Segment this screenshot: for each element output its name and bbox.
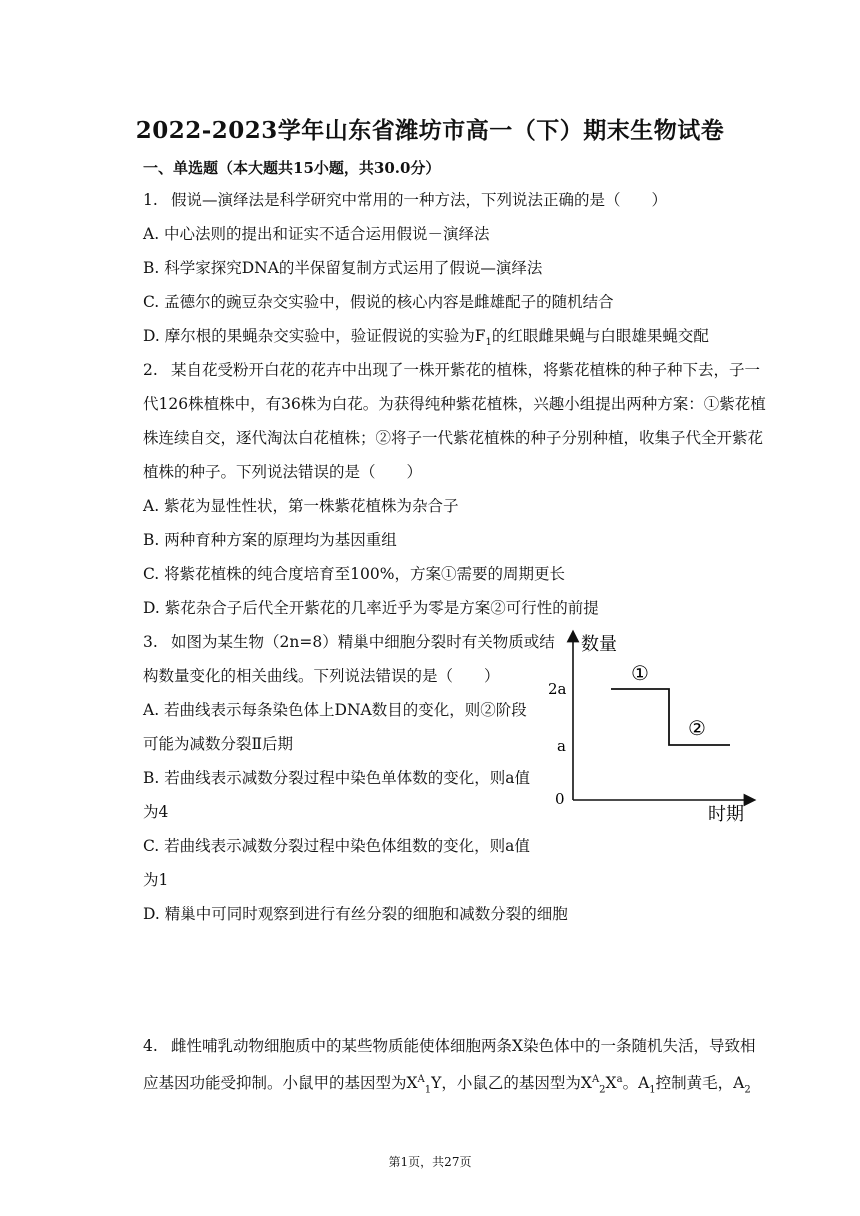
- question-3-option-a-cont: 可能为减数分裂Ⅱ后期: [143, 735, 294, 753]
- question-1-option-b: B. 科学家探究DNA的半保留复制方式运用了假说—演绎法: [143, 259, 543, 277]
- step-curve: [611, 689, 730, 745]
- question-3-option-d: D. 精巢中可同时观察到进行有丝分裂的细胞和减数分裂的细胞: [143, 905, 568, 923]
- question-1-option-a: A. 中心法则的提出和证实不适合运用假说－演绎法: [143, 225, 490, 243]
- question-number: 1.: [143, 191, 158, 209]
- question-1-option-c: C. 孟德尔的豌豆杂交实验中，假说的核心内容是雌雄配子的随机结合: [143, 293, 614, 311]
- question-1-stem: 1. 假说—演绎法是科学研究中常用的一种方法，下列说法正确的是（ ）: [143, 191, 668, 209]
- section-heading: 一、单选题（本大题共15小题，共30.0分）: [143, 159, 441, 177]
- origin-label: 0: [555, 790, 565, 808]
- question-number: 2.: [143, 361, 158, 379]
- step-graph: [545, 628, 765, 828]
- question-number: 3.: [143, 633, 158, 651]
- question-3-option-a: A. 若曲线表示每条染色体上DNA数目的变化，则②阶段: [143, 701, 527, 719]
- question-2-option-a: A. 紫花为显性性状，第一株紫花植株为杂合子: [143, 497, 459, 515]
- question-2-stem-line: 代126株植株中，有36株为白花。为获得纯种紫花植株，兴趣小组提出两种方案：①紫花植: [143, 395, 766, 413]
- tick-a: a: [557, 737, 566, 755]
- stage-1-label: ①: [631, 661, 649, 685]
- question-3-option-c-cont: 为1: [143, 871, 169, 889]
- question-2-stem: 2. 某自花受粉开白花的花卉中出现了一株开紫花的植株，将紫花植株的种子种下去，子一: [143, 361, 761, 379]
- question-number: 4.: [143, 1037, 158, 1055]
- question-3-stem: 3. 如图为某生物（2n=8）精巢中细胞分裂时有关物质或结: [143, 633, 555, 651]
- question-2-stem-line: 株连续自交，逐代淘汰白花植株；②将子一代紫花植株的种子分别种植，收集子代全开紫花: [143, 429, 764, 447]
- question-4-stem-line: 应基因功能受抑制。小鼠甲的基因型为$X^A_1Y$，小鼠乙的基因型为$X^A_2X^a$。$A_1$控制黄毛，$A_2$: [143, 1074, 751, 1096]
- question-2-option-c: C. 将紫花植株的纯合度培育至100%，方案①需要的周期更长: [143, 565, 565, 583]
- tick-2a: 2a: [548, 680, 567, 698]
- page-footer: 第1页，共27页: [388, 1155, 472, 1169]
- question-2-option-b: B. 两种育种方案的原理均为基因重组: [143, 531, 397, 549]
- question-3-option-b: B. 若曲线表示减数分裂过程中染色单体数的变化，则a值: [143, 769, 530, 787]
- stage-2-label: ②: [688, 716, 706, 740]
- question-3-stem-line: 构数量变化的相关曲线。下列说法错误的是（ ）: [143, 667, 500, 685]
- question-3-option-c: C. 若曲线表示减数分裂过程中染色体组数的变化，则a值: [143, 837, 530, 855]
- x-axis-label: 时期: [708, 804, 744, 825]
- question-2-option-d: D. 紫花杂合子后代全开紫花的几率近乎为零是方案②可行性的前提: [143, 599, 599, 617]
- y-axis-label: 数量: [581, 634, 617, 655]
- question-2-stem-line: 植株的种子。下列说法错误的是（ ）: [143, 463, 423, 481]
- question-1-option-d: D. 摩尔根的果蝇杂交实验中，验证假说的实验为$F_1$的红眼雌果蝇与白眼雄果蝇交配: [143, 327, 709, 349]
- question-3-option-b-cont: 为4: [143, 803, 169, 821]
- page-title: 2022-2023学年山东省潍坊市高一（下）期末生物试卷: [135, 117, 725, 144]
- question-4-stem: 4. 雌性哺乳动物细胞质中的某些物质能使体细胞两条X染色体中的一条随机失活，导致相: [143, 1037, 756, 1055]
